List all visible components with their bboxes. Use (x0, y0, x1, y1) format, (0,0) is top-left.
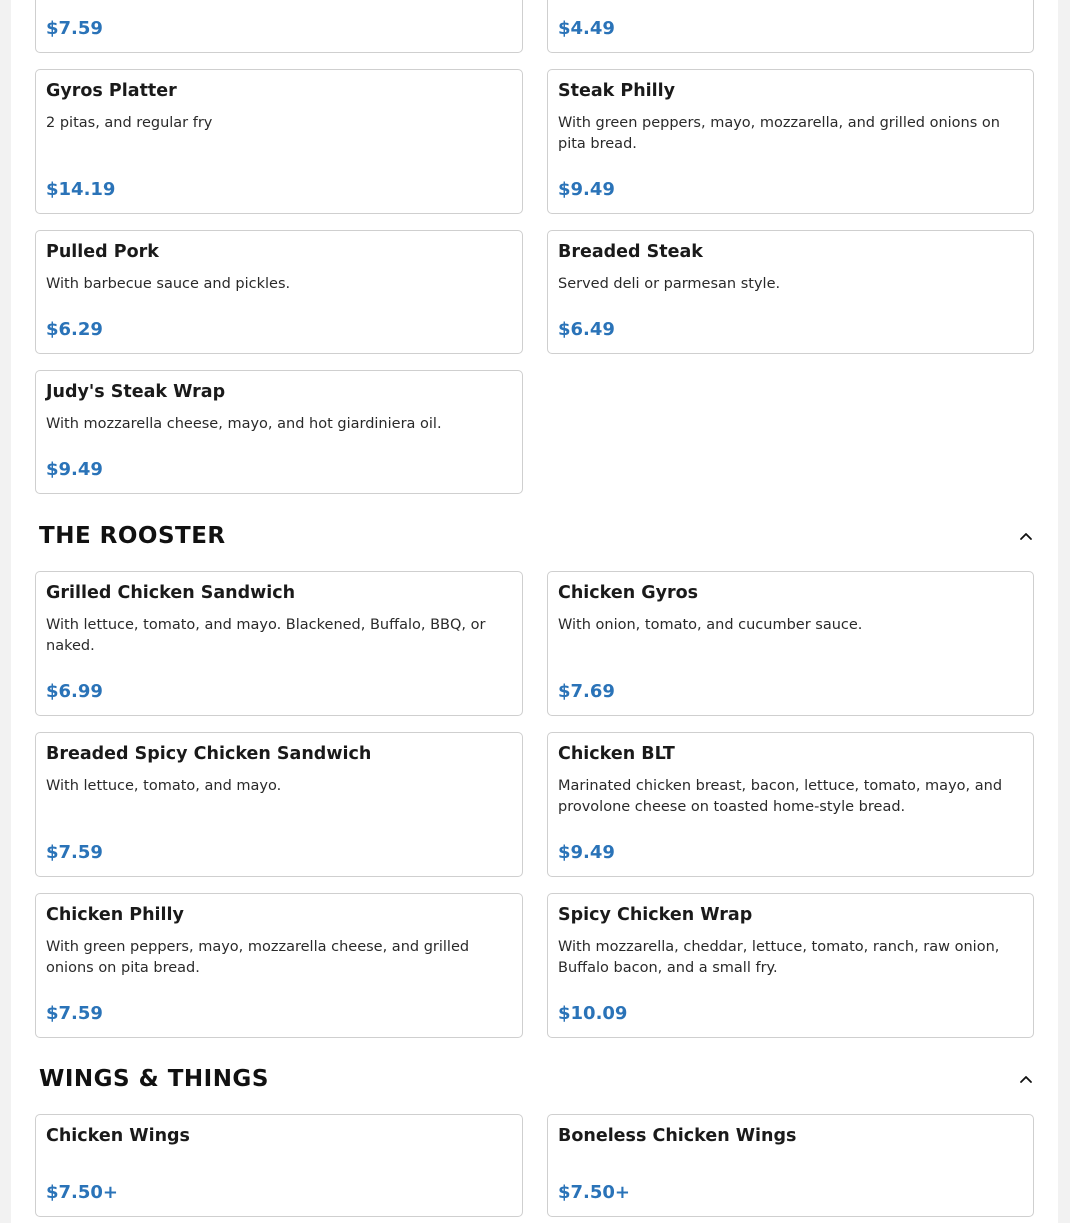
item-price: $7.69 (558, 681, 615, 702)
item-name: Chicken Wings (46, 1126, 190, 1146)
section-title: THE ROOSTER (39, 523, 226, 549)
menu-item-card[interactable] (547, 69, 1034, 214)
menu-item-card[interactable] (35, 69, 523, 214)
menu-item-card[interactable] (35, 0, 523, 53)
item-description: With mozzarella cheese, mayo, and hot giardiniera oil. (46, 416, 442, 432)
item-name: Chicken BLT (558, 744, 675, 764)
chevron-up-icon[interactable] (1018, 1071, 1034, 1087)
item-description: Served deli or parmesan style. (558, 276, 781, 292)
item-price: $6.49 (558, 319, 615, 340)
menu-item-card[interactable] (547, 0, 1034, 53)
item-price: $7.59 (46, 1003, 103, 1024)
item-price: $14.19 (46, 179, 116, 200)
item-name: Breaded Spicy Chicken Sandwich (46, 744, 372, 764)
menu-item-card[interactable] (547, 1114, 1034, 1217)
item-description: With green peppers, mayo, mozzarella cheese, and grilled onions on pita bread. (46, 939, 470, 976)
menu-item-card[interactable] (35, 571, 523, 716)
menu-grid-steaks (35, 0, 1034, 494)
menu-grid-wings-and-things (35, 1114, 1034, 1217)
item-price: $6.29 (46, 319, 103, 340)
item-description: With barbecue sauce and pickles. (46, 276, 291, 292)
menu-item-card[interactable] (35, 370, 523, 494)
menu-item-card[interactable] (35, 893, 523, 1038)
item-description: 2 pitas, and regular fry (46, 115, 213, 131)
item-price: $9.49 (558, 842, 615, 863)
menu-item-card[interactable] (547, 893, 1034, 1038)
item-price: $4.49 (558, 18, 615, 39)
menu-item-card[interactable] (547, 732, 1034, 877)
item-name: Chicken Philly (46, 905, 184, 925)
menu-item-card[interactable] (35, 230, 523, 354)
item-description: Marinated chicken breast, bacon, lettuce, tomato, mayo, and provolone cheese on toasted home-style bread. (558, 778, 1003, 815)
item-name: Boneless Chicken Wings (558, 1126, 797, 1146)
item-description: With lettuce, tomato, and mayo. (46, 778, 282, 794)
item-name: Chicken Gyros (558, 583, 699, 603)
item-price: $7.50+ (46, 1182, 119, 1203)
item-description: With mozzarella, cheddar, lettuce, tomato, ranch, raw onion, Buffalo bacon, and a small fry. (558, 939, 1000, 976)
item-name: Grilled Chicken Sandwich (46, 583, 296, 603)
item-name: Gyros Platter (46, 81, 177, 101)
item-description: With green peppers, mayo, mozzarella, and grilled onions on pita bread. (558, 115, 1000, 152)
item-name: Steak Philly (558, 81, 676, 101)
item-price: $7.59 (46, 18, 103, 39)
item-price: $9.49 (46, 459, 103, 480)
item-name: Judy's Steak Wrap (46, 382, 226, 402)
item-price: $10.09 (558, 1003, 628, 1024)
item-price: $7.59 (46, 842, 103, 863)
section-header-the-rooster[interactable] (39, 520, 1034, 552)
item-name: Pulled Pork (46, 242, 159, 262)
menu-item-card[interactable] (35, 732, 523, 877)
chevron-up-icon[interactable] (1018, 528, 1034, 544)
item-price: $6.99 (46, 681, 103, 702)
menu-grid-the-rooster (35, 571, 1034, 1038)
item-price: $7.50+ (558, 1182, 631, 1203)
item-name: Breaded Steak (558, 242, 703, 262)
item-name: Spicy Chicken Wrap (558, 905, 753, 925)
menu-page (11, 0, 1058, 1223)
section-header-wings-and-things[interactable] (39, 1063, 1034, 1095)
item-price: $9.49 (558, 179, 615, 200)
item-description: With lettuce, tomato, and mayo. Blackened, Buffalo, BBQ, or naked. (46, 617, 486, 654)
menu-item-card[interactable] (547, 230, 1034, 354)
section-title: WINGS & THINGS (39, 1066, 269, 1092)
menu-item-card[interactable] (547, 571, 1034, 716)
menu-item-card[interactable] (35, 1114, 523, 1217)
item-description: With onion, tomato, and cucumber sauce. (558, 617, 863, 633)
